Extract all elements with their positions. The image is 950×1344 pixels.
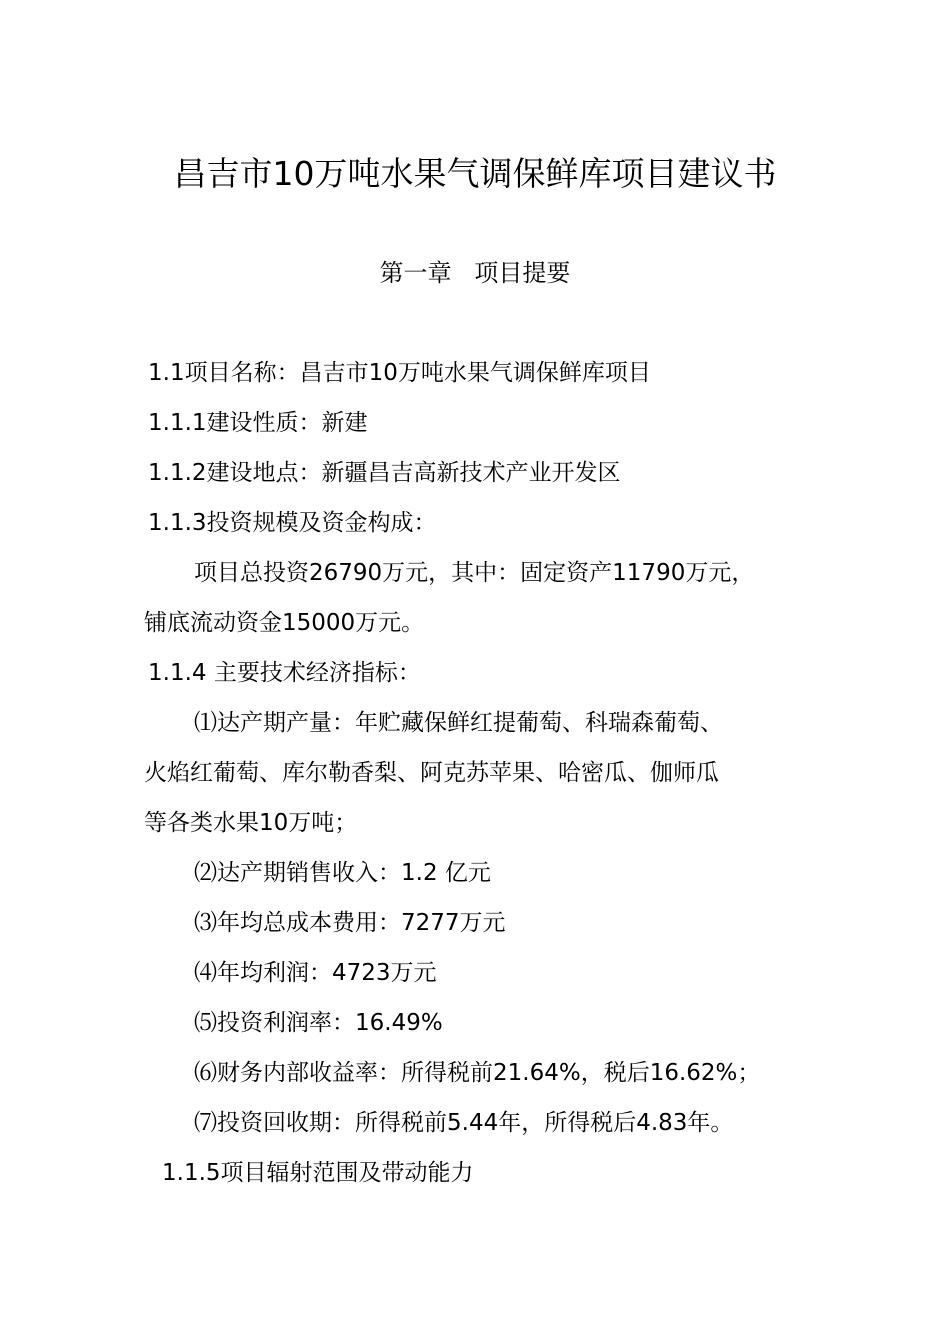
item-1-1-project-name: 1.1项目名称：昌吉市10万吨水果气调保鲜库项目 — [148, 360, 651, 386]
indicator-7: ⑺投资回收期：所得税前5.44年，所得税后4.83年。 — [194, 1110, 734, 1136]
item-1-1-2-location: 1.1.2建设地点：新疆昌吉高新技术产业开发区 — [148, 460, 621, 486]
indicator-1-line-1: ⑴达产期产量：年贮藏保鲜红提葡萄、科瑞森葡萄、 — [194, 710, 723, 736]
indicator-4: ⑷年均利润：4723万元 — [194, 960, 437, 986]
investment-paragraph-line-1: 项目总投资26790万元，其中：固定资产11790万元， — [194, 560, 755, 586]
indicator-6: ⑹财务内部收益率：所得税前21.64%，税后16.62%； — [194, 1060, 761, 1086]
indicator-1-line-2: 火焰红葡萄、库尔勒香梨、阿克苏苹果、哈密瓜、伽师瓜 — [144, 760, 719, 786]
indicator-1-line-3: 等各类水果10万吨； — [144, 810, 358, 836]
item-1-1-4-indicators-heading: 1.1.4 主要技术经济指标： — [148, 660, 421, 686]
chapter-heading: 第一章 项目提要 — [379, 259, 571, 287]
item-1-1-3-investment-heading: 1.1.3投资规模及资金构成： — [148, 510, 437, 536]
investment-paragraph-line-2: 铺底流动资金15000万元。 — [144, 610, 425, 636]
item-1-1-5-radiation-heading: 1.1.5项目辐射范围及带动能力 — [162, 1160, 474, 1186]
indicator-3: ⑶年均总成本费用：7277万元 — [194, 910, 506, 936]
document-title: 昌吉市10万吨水果气调保鲜库项目建议书 — [173, 154, 777, 193]
indicator-5: ⑸投资利润率：16.49% — [194, 1010, 443, 1036]
indicator-2: ⑵达产期销售收入：1.2 亿元 — [194, 860, 491, 886]
item-1-1-1-nature: 1.1.1建设性质：新建 — [148, 410, 368, 436]
